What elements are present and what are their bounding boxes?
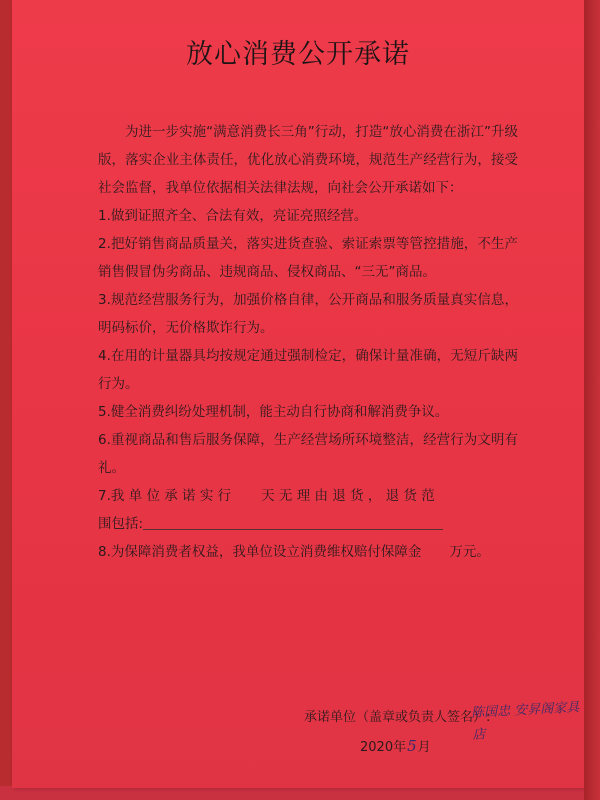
- commitment-item-7: [98, 482, 518, 538]
- return-scope-blank: [143, 513, 443, 530]
- intro-paragraph: 为进一步实施“满意消费长三角”行动，打造“放心消费在浙江”升级版，落实企业主体责任，优化放心消费环境，规范生产经营行为，接受社会监督，我单位依据相关法律法规，向社会公开承诺如下：: [98, 124, 518, 196]
- date-month-label: 月: [417, 740, 431, 755]
- item-7-prefix: 7.我 单 位 承 诺 实 行: [98, 488, 232, 504]
- commitment-item-2: 2.把好销售商品质量关，落实进货查验、索证索票等管控措施，不生产销售假冒伪劣商品、违规商品、侵权商品、“三无”商品。: [98, 236, 518, 280]
- date-month-handwritten: 5: [407, 737, 417, 755]
- item-8-prefix: 8.为保障消费者权益，我单位设立消费维权赔付保障金: [98, 544, 422, 560]
- commitment-item-1: 1.做到证照齐全、合法有效，亮证亮照经营。: [98, 208, 368, 224]
- document-title: 放心消费公开承诺: [186, 39, 410, 70]
- commitment-document: [12, 0, 584, 788]
- commitment-item-4: 4.在用的计量器具均按规定通过强制检定，确保计量准确，无短斤缺两行为。: [98, 348, 518, 392]
- item-8-suffix: 万元。: [449, 544, 490, 560]
- signature-label: 承诺单位（盖章或负责人签名）:: [304, 710, 491, 725]
- document-body: [98, 118, 518, 566]
- item-7-suffix: 天 无 理 由 退 货 ， 退 货 范: [261, 488, 435, 504]
- commitment-item-6: 6.重视商品和售后服务保障，生产经营场所环境整洁，经营行为文明有礼。: [98, 432, 518, 476]
- handwritten-signature: 陈国忠 安昇阁家具店: [470, 700, 580, 743]
- background-strip: [0, 786, 600, 800]
- commitment-item-3: 3.规范经营服务行为，加强价格自律，公开商品和服务质量真实信息，明码标价，无价格欺诈行为。: [98, 292, 518, 336]
- item-7-line2: 围包括:: [98, 516, 144, 532]
- date-year: 2020年: [360, 740, 407, 755]
- folder-edge: [584, 0, 600, 800]
- commitment-item-8: [98, 538, 518, 566]
- signing-date: [360, 736, 431, 755]
- commitment-item-5: 5.健全消费纠纷处理机制，能主动自行协商和解消费争议。: [98, 404, 449, 420]
